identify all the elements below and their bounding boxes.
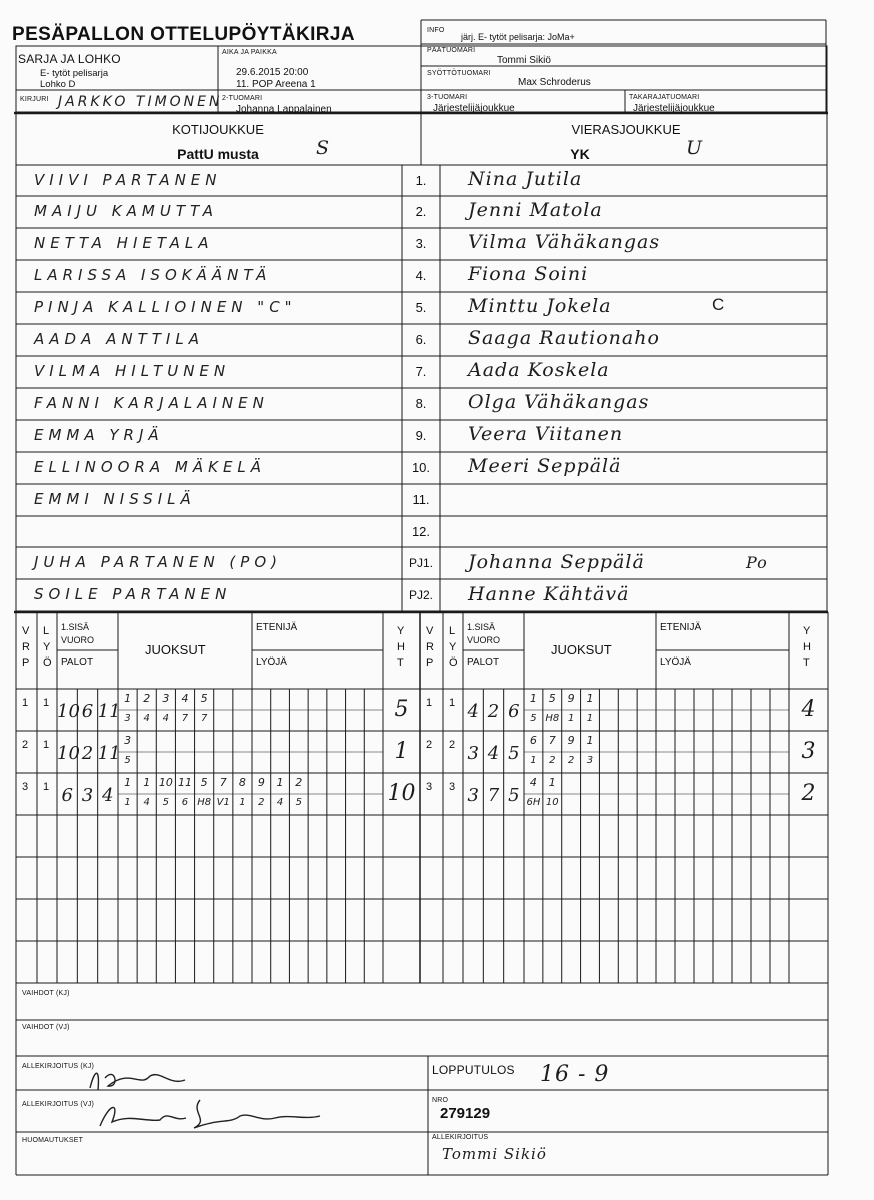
home-run-bottom: 4 xyxy=(162,713,170,724)
away-first-inning-header: 1.SISÄ xyxy=(467,622,496,632)
home-run-bottom: 7 xyxy=(200,713,208,724)
away-inning-cell: 2 xyxy=(487,701,500,722)
home-coach: JUHA PARTANEN (PO) xyxy=(34,553,282,571)
roster-number: 5. xyxy=(415,300,427,315)
away-team-name: YK xyxy=(570,146,590,162)
away-run-bottom: 6H xyxy=(526,797,541,808)
away-inning-cell: 4 xyxy=(467,701,479,722)
match-place: 11. POP Areena 1 xyxy=(236,79,316,90)
away-run-bottom: 1 xyxy=(586,713,594,724)
home-player: VILMA HILTUNEN xyxy=(34,362,231,380)
head-referee-label: PÄÄTUOMARI xyxy=(427,47,476,54)
home-vrp-header: R xyxy=(22,641,30,653)
away-run-top: 1 xyxy=(529,692,537,705)
away-run-top: 5 xyxy=(548,692,556,705)
away-run-bottom: 5 xyxy=(530,713,537,724)
home-run-top: 2 xyxy=(143,692,151,705)
home-period: 2 xyxy=(22,739,29,751)
away-hitter-header: LYÖJÄ xyxy=(660,657,691,668)
sign-home-label: ALLEKIRJOITUS (KJ) xyxy=(22,1063,95,1070)
pitch-referee-label: SYÖTTÖTUOMARI xyxy=(427,70,491,77)
roster-number: 1. xyxy=(415,173,427,188)
away-run-bottom: 1 xyxy=(530,755,537,766)
home-team-name: PattU musta xyxy=(177,146,259,162)
away-coach: Hanne Kähtävä xyxy=(468,583,630,605)
away-coach-note: Po xyxy=(746,553,768,572)
home-hitter-header: LYÖJÄ xyxy=(256,657,287,668)
home-player: EMMI NISSILÄ xyxy=(34,490,196,508)
roster-number: 10. xyxy=(411,460,431,475)
away-player: Aada Koskela xyxy=(468,359,610,381)
away-inning-total: 2 xyxy=(801,781,816,806)
home-run-bottom: H8 xyxy=(197,797,212,808)
home-inning-cell: 4 xyxy=(102,785,114,806)
away-run-top: 1 xyxy=(548,776,556,789)
sign-label: ALLEKIRJOITUS xyxy=(432,1134,489,1141)
home-run-bottom: 5 xyxy=(162,797,170,808)
away-inning-total: 4 xyxy=(801,697,816,722)
home-player: PINJA KALLIOINEN "C" xyxy=(34,298,297,316)
home-inning-cell: 6 xyxy=(61,785,73,806)
away-run-bottom: 10 xyxy=(545,797,559,808)
third-referee: Järjestelijäjoukkue xyxy=(433,103,515,114)
home-run-bottom: 5 xyxy=(124,755,131,766)
scorer-name: JARKKO TIMONEN xyxy=(58,94,223,110)
away-lyo-header: Y xyxy=(449,641,457,653)
roster-number: 7. xyxy=(415,364,427,379)
roster-number: 6. xyxy=(415,332,427,347)
home-player: NETTA HIETALA xyxy=(34,234,214,252)
away-player: Nina Jutila xyxy=(468,168,583,190)
home-run-top: 7 xyxy=(219,776,227,789)
time-place-label: AIKA JA PAIKKA xyxy=(222,49,277,56)
away-vrp-header: R xyxy=(426,641,434,653)
home-inning-cell: 10 xyxy=(57,743,80,764)
home-team-mark: S xyxy=(316,137,331,159)
back-referee: Järjestelijäjoukkue xyxy=(633,103,715,114)
roster-number: 9. xyxy=(415,428,427,443)
home-runs-header: JUOKSUT xyxy=(145,642,206,657)
sign-away-label: ALLEKIRJOITUS (VJ) xyxy=(22,1101,95,1108)
series-label: SARJA JA LOHKO xyxy=(18,52,121,66)
away-inning-cell: 4 xyxy=(487,743,500,764)
home-run-bottom: 4 xyxy=(143,797,150,808)
final-score-label: LOPPUTULOS xyxy=(432,1063,515,1077)
away-lyo-header: L xyxy=(449,625,456,637)
home-run-bottom: 1 xyxy=(239,797,246,808)
home-inning-header: VUORO xyxy=(61,635,95,645)
home-vrp-header: P xyxy=(22,657,30,669)
home-inning-cell: 6 xyxy=(81,701,94,722)
away-team-mark: U xyxy=(686,137,704,159)
home-inning-cell: 11 xyxy=(97,743,121,764)
home-inning-cell: 2 xyxy=(81,743,94,764)
away-period: 2 xyxy=(426,739,433,751)
away-run-top: 1 xyxy=(586,734,594,747)
remarks-label: HUOMAUTUKSET xyxy=(22,1137,84,1144)
home-run-bottom: 2 xyxy=(258,797,265,808)
roster-number: 12. xyxy=(411,524,431,539)
home-run-bottom: 7 xyxy=(181,713,189,724)
away-team-label: VIERASJOUKKUE xyxy=(571,122,681,137)
away-run-bottom: 2 xyxy=(567,755,575,766)
away-inning-header: VUORO xyxy=(467,635,501,645)
away-inning-cell: 5 xyxy=(508,743,520,764)
home-run-bottom: 4 xyxy=(276,797,284,808)
away-run-bottom: 2 xyxy=(549,755,556,766)
home-lyo-header: Y xyxy=(43,641,51,653)
home-run-top: 9 xyxy=(257,776,265,789)
away-player: Meeri Seppälä xyxy=(468,455,622,477)
home-inning-cell: 3 xyxy=(81,785,94,806)
home-player: EMMA YRJÄ xyxy=(34,426,164,444)
home-team-label: KOTIJOUKKUE xyxy=(172,122,264,137)
home-player: LARISSA ISOKÄÄNTÄ xyxy=(34,266,272,284)
away-run-top: 9 xyxy=(567,692,575,705)
away-run-top: 7 xyxy=(548,734,556,747)
match-date: 29.6.2015 20:00 xyxy=(236,67,309,78)
away-inning-cell: 3 xyxy=(467,743,479,764)
away-advancer-header: ETENIJÄ xyxy=(660,622,702,633)
form-title: PESÄPALLON OTTELUPÖYTÄKIRJA xyxy=(12,24,355,45)
away-run-top: 9 xyxy=(567,734,575,747)
second-referee-label: 2-TUOMARI xyxy=(222,95,263,102)
home-player: MAIJU KAMUTTA xyxy=(34,202,219,220)
home-run-top: 2 xyxy=(295,776,303,789)
home-run-bottom: V1 xyxy=(216,797,230,808)
home-run-top: 4 xyxy=(181,692,189,705)
head-referee: Tommi Sikiö xyxy=(497,55,551,66)
away-inning-cell: 3 xyxy=(467,785,479,806)
roster-number: 4. xyxy=(415,268,427,283)
coach-number: PJ1. xyxy=(408,556,433,570)
away-vrp-header: P xyxy=(426,657,434,669)
home-run-bottom: 4 xyxy=(143,713,150,724)
away-inning-cell: 6 xyxy=(508,701,520,722)
away-total-header: H xyxy=(803,641,811,653)
second-referee: Johanna Lappalainen xyxy=(236,104,332,115)
roster-number: 2. xyxy=(415,204,427,219)
home-period: 1 xyxy=(22,697,29,709)
home-run-top: 5 xyxy=(200,692,208,705)
home-run-top: 1 xyxy=(276,776,284,789)
home-player: VIIVI PARTANEN xyxy=(34,171,222,189)
away-player-note: C xyxy=(712,295,726,314)
info-value: järj. E- tytöt pelisarja: JoMa+ xyxy=(461,32,575,42)
back-referee-label: TAKARAJATUOMARI xyxy=(629,94,700,101)
home-run-top: 3 xyxy=(124,734,132,747)
home-run-bottom: 5 xyxy=(295,797,302,808)
away-run-top: 1 xyxy=(586,692,594,705)
subs-home-label: VAIHDOT (KJ) xyxy=(22,990,70,997)
home-lyo-header: Ö xyxy=(43,657,52,669)
home-lyo-value: 1 xyxy=(43,739,50,751)
home-vrp-header: V xyxy=(22,625,30,637)
home-run-top: 10 xyxy=(158,776,173,789)
home-inning-cell: 11 xyxy=(97,701,121,722)
away-vrp-header: V xyxy=(426,625,434,637)
nro-label: NRO xyxy=(432,1097,449,1104)
away-player: Vilma Vähäkangas xyxy=(468,231,661,253)
roster-number: 8. xyxy=(415,396,427,411)
home-run-top: 8 xyxy=(238,776,246,789)
signature-away xyxy=(90,1092,330,1136)
home-lyo-header: L xyxy=(43,625,50,637)
home-outs-header: PALOT xyxy=(61,657,94,668)
home-run-bottom: 3 xyxy=(124,713,131,724)
away-coach: Johanna Seppälä xyxy=(468,551,645,573)
home-total-header: T xyxy=(397,657,404,669)
info-label: INFO xyxy=(427,27,445,34)
home-run-top: 1 xyxy=(124,776,132,789)
home-inning-total: 10 xyxy=(387,781,416,806)
away-player: Veera Viitanen xyxy=(468,423,624,445)
third-referee-label: 3-TUOMARI xyxy=(427,94,468,101)
home-player: AADA ANTTILA xyxy=(34,330,204,348)
series-line1: E- tytöt pelisarja xyxy=(40,68,109,79)
pitch-referee: Max Schroderus xyxy=(518,77,591,88)
home-run-top: 11 xyxy=(177,776,192,789)
scorer-label: KIRJURI xyxy=(20,96,49,103)
away-run-bottom: 3 xyxy=(586,755,594,766)
away-runs-header: JUOKSUT xyxy=(551,642,612,657)
away-run-top: 6 xyxy=(529,734,537,747)
away-player: Saaga Rautionaho xyxy=(468,327,660,349)
away-period: 3 xyxy=(426,781,433,793)
sign-value: Tommi Sikiö xyxy=(442,1145,547,1163)
away-inning-cell: 5 xyxy=(508,785,520,806)
home-run-top: 1 xyxy=(124,692,132,705)
home-run-bottom: 6 xyxy=(181,797,189,808)
away-inning-total: 3 xyxy=(801,739,816,764)
home-inning-total: 1 xyxy=(394,739,409,764)
final-score: 16 - 9 xyxy=(540,1062,610,1087)
away-lyo-value: 3 xyxy=(449,781,456,793)
away-lyo-value: 2 xyxy=(449,739,456,751)
nro-value: 279129 xyxy=(440,1105,491,1122)
away-inning-cell: 7 xyxy=(487,785,500,806)
away-player: Fiona Soini xyxy=(468,263,589,285)
home-total-header: H xyxy=(397,641,405,653)
roster-number: 3. xyxy=(415,236,427,251)
home-advancer-header: ETENIJÄ xyxy=(256,622,298,633)
away-run-bottom: H8 xyxy=(545,713,560,724)
away-lyo-header: Ö xyxy=(449,657,458,669)
away-period: 1 xyxy=(426,697,433,709)
home-period: 3 xyxy=(22,781,29,793)
home-run-top: 1 xyxy=(143,776,151,789)
home-lyo-value: 1 xyxy=(43,781,50,793)
away-total-header: T xyxy=(803,657,810,669)
home-total-header: Y xyxy=(397,625,405,637)
home-first-inning-header: 1.SISÄ xyxy=(61,622,90,632)
home-coach: SOILE PARTANEN xyxy=(34,585,232,603)
home-inning-cell: 10 xyxy=(57,701,80,722)
away-player: Jenni Matola xyxy=(468,199,603,221)
coach-number: PJ2. xyxy=(408,588,433,602)
home-run-top: 3 xyxy=(162,692,170,705)
subs-away-label: VAIHDOT (VJ) xyxy=(22,1024,70,1031)
away-outs-header: PALOT xyxy=(467,657,500,668)
away-run-bottom: 1 xyxy=(567,713,575,724)
home-inning-total: 5 xyxy=(394,697,409,722)
away-run-top: 4 xyxy=(529,776,537,789)
away-total-header: Y xyxy=(803,625,811,637)
away-player: Olga Vähäkangas xyxy=(468,391,650,413)
home-player: FANNI KARJALAINEN xyxy=(34,394,269,412)
home-run-bottom: 1 xyxy=(124,797,131,808)
home-run-top: 5 xyxy=(200,776,208,789)
home-player: ELLINOORA MÄKELÄ xyxy=(34,458,267,476)
roster-number: 11. xyxy=(412,492,430,507)
home-lyo-value: 1 xyxy=(43,697,50,709)
away-lyo-value: 1 xyxy=(449,697,456,709)
series-line2: Lohko D xyxy=(40,79,76,90)
away-player: Minttu Jokela xyxy=(468,295,612,317)
